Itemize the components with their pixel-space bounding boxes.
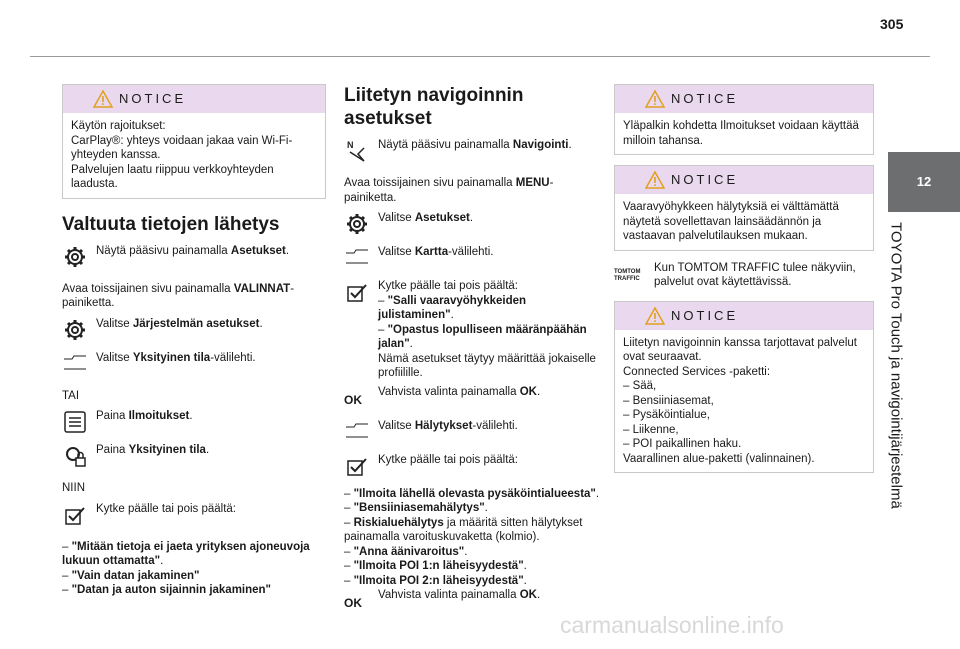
warning-icon	[93, 90, 113, 108]
notice-header	[615, 85, 873, 113]
step: OK Vahvista valinta painamalla OK.	[344, 385, 600, 415]
list-item: – "Ilmoita POI 2:n läheisyydestä".	[344, 574, 527, 587]
tab-icon	[344, 245, 372, 273]
notice-body: Vaaravyöhykkeen hälytyksiä ei välttämättä näytetä sovellettavan lainsäädännön ja vastaavan palvelutilauksen mukaan.	[623, 201, 839, 242]
ok-icon: OK	[344, 596, 362, 610]
notice-header	[615, 166, 873, 194]
step: Näytä pääsivu painamalla Asetukset.	[62, 244, 326, 274]
or-label: TAI	[62, 389, 80, 402]
settings-icon	[344, 211, 372, 239]
section-heading: Liitetyn navigoinnin asetukset	[344, 85, 524, 129]
notice-box	[62, 84, 326, 199]
step: Paina Ilmoitukset.	[62, 409, 326, 439]
warning-icon	[645, 90, 665, 108]
notice-header	[63, 85, 325, 113]
notice-body: Yläpalkin kohdetta Ilmoitukset voidaan käyttää milloin tahansa.	[623, 120, 859, 147]
section-heading: Valtuuta tietojen lähetys	[62, 213, 280, 235]
notice-line: – Sää,	[623, 380, 657, 392]
navigation-icon	[344, 138, 372, 166]
column-2	[344, 84, 600, 622]
step: Valitse Asetukset.	[344, 211, 600, 241]
column-1	[62, 84, 326, 598]
side-title: TOYOTA Pro Touch ja navigointijärjestelmä	[887, 222, 905, 509]
notice-line: Palvelujen laatu riippuu verkkoyhteyden laadusta.	[71, 163, 274, 190]
notice-body	[63, 113, 325, 198]
ok-icon: OK	[344, 392, 362, 407]
step: OK Vahvista valinta painamalla OK.	[344, 588, 600, 618]
toggle-icon	[344, 453, 372, 481]
notice-line: Vaarallinen alue-paketti (valinnainen).	[623, 452, 815, 465]
tab-icon	[344, 419, 372, 447]
notifications-icon	[62, 409, 90, 437]
list-item: – Riskialuehälytys ja määritä sitten hälytykset painamalla varoituskuvaketta (kolmio).	[344, 516, 583, 543]
chapter-tab	[888, 152, 960, 212]
notice-line: – Bensiiniasemat,	[623, 394, 714, 407]
column-3	[614, 84, 874, 483]
list-item: – "Vain datan jakaminen"	[62, 569, 200, 582]
notice-label: NOTICE	[671, 91, 739, 106]
step: Valitse Järjestelmän asetukset.	[62, 317, 326, 347]
step: Näytä pääsivu painamalla Navigointi.	[344, 138, 600, 168]
settings-icon	[62, 244, 90, 272]
notice-label: NOTICE	[119, 91, 187, 106]
side-title-block	[870, 222, 920, 612]
privacy-icon	[62, 443, 90, 471]
notice-line: Liitetyn navigoinnin kanssa tarjottavat palvelut ovat seuraavat.	[623, 336, 857, 363]
watermark: carmanualsonline.info	[560, 612, 784, 638]
notice-line: – Pysäköintialue,	[623, 409, 710, 421]
list-item: – "Anna äänivaroitus".	[344, 545, 468, 558]
list-item: – "Bensiiniasemahälytys".	[344, 502, 488, 514]
list-item: – "Ilmoita POI 1:n läheisyydestä".	[344, 560, 527, 572]
notice-box	[614, 165, 874, 251]
step: Kytke päälle tai pois päältä:	[344, 453, 600, 483]
notice-line: Käytön rajoitukset:	[71, 120, 166, 132]
notice-line: – POI paikallinen haku.	[623, 438, 742, 450]
tab-icon	[62, 351, 90, 379]
step: Paina Yksityinen tila.	[62, 443, 326, 473]
page-number: 305	[880, 16, 904, 32]
step: Valitse Yksityinen tila-välilehti.	[62, 351, 326, 381]
toggle-icon	[62, 502, 90, 530]
step: Valitse Hälytykset-välilehti.	[344, 419, 600, 449]
list-item: – "Datan ja auton sijainnin jakaminen"	[62, 584, 272, 596]
notice-line: CarPlay®: yhteys voidaan jakaa vain Wi-Fi-yhteyden kanssa.	[71, 134, 293, 161]
toggle-icon	[344, 279, 372, 307]
then-label: NIIN	[62, 482, 85, 494]
step: Kytke päälle tai pois päältä: – "Salli vaaravyöhykkeiden julistaminen". – "Opastus lopulliseen määränpäähän jalan". Nämä asetukset täytyy määrittää jokaiselle profiilille.	[344, 279, 600, 381]
paragraph: Avaa toissijainen sivu painamalla VALINNAT-painiketta.	[62, 282, 295, 309]
notice-label: NOTICE	[671, 307, 739, 323]
list-item: – "Mitään tietoja ei jaeta yrityksen ajoneuvoja lukuun ottamatta".	[62, 540, 310, 567]
chapter-number: 12	[916, 173, 932, 189]
notice-body	[615, 330, 873, 473]
notice-box	[614, 84, 874, 155]
notice-label: NOTICE	[671, 172, 739, 187]
warning-icon	[645, 307, 665, 325]
warning-icon	[645, 171, 665, 189]
step: TOMTOM TRAFFIC Kun TOMTOM TRAFFIC tulee näkyviin, palvelut ovat käytettävissä.	[614, 261, 874, 291]
notice-line: Connected Services -paketti:	[623, 365, 771, 378]
notice-line: – Liikenne,	[623, 423, 679, 436]
step: Valitse Kartta-välilehti.	[344, 245, 600, 275]
header-rule	[30, 56, 930, 57]
list-item: – "Ilmoita lähellä olevasta pysäköintialueesta".	[344, 487, 600, 500]
step: Kytke päälle tai pois päältä:	[62, 502, 326, 532]
tomtom-traffic-logo: TOMTOM TRAFFIC	[614, 268, 641, 282]
settings-icon	[62, 317, 90, 345]
notice-header	[615, 302, 873, 330]
paragraph: Avaa toissijainen sivu painamalla MENU-painiketta.	[344, 177, 554, 204]
notice-box	[614, 301, 874, 474]
